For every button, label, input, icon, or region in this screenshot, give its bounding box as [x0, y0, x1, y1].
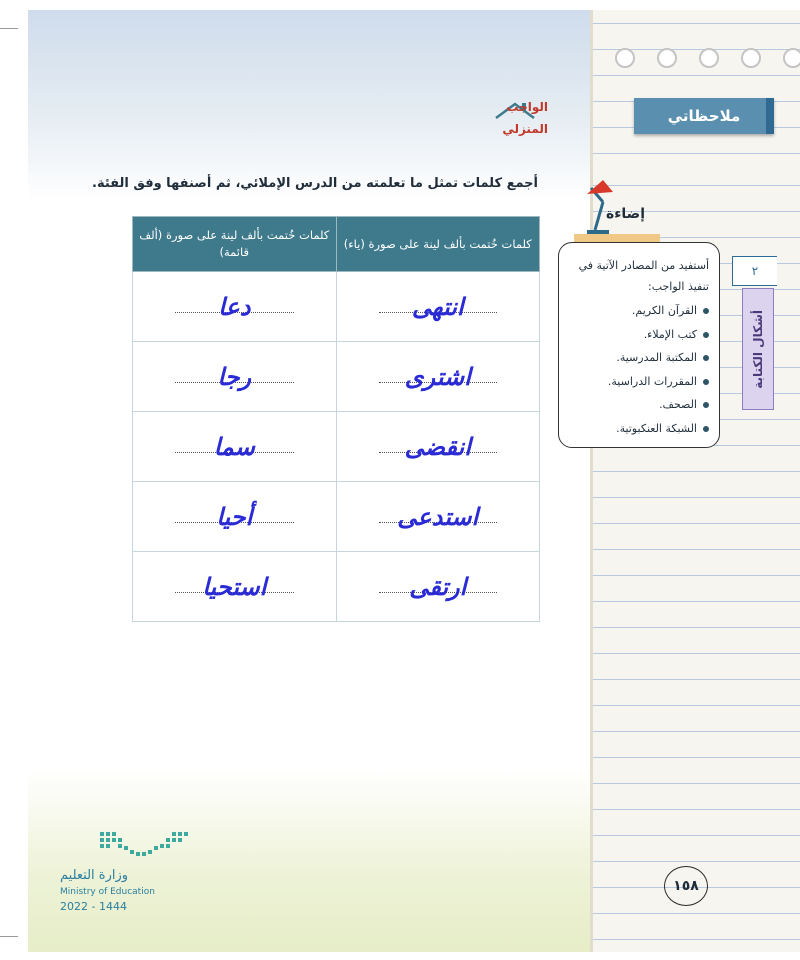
crop-mark — [0, 936, 18, 937]
handwritten-word: انقضى — [404, 432, 471, 461]
list-item — [567, 299, 709, 323]
source-label: القرآن الكريم. — [631, 304, 697, 317]
binder-rings — [615, 48, 800, 68]
unit-number: ٢ — [732, 256, 777, 286]
unit-side-tab — [742, 288, 774, 410]
notes-tab — [634, 98, 774, 134]
header-alif: كلمات خُتمت بألف لينة على صورة (ألف قائمة) — [133, 217, 337, 272]
crop-mark — [0, 28, 18, 29]
notes-tab-label: ملاحظاتي — [667, 107, 741, 125]
ring — [741, 48, 761, 68]
bullet-icon — [703, 332, 709, 338]
ring — [699, 48, 719, 68]
handwritten-word: أحيا — [216, 502, 253, 531]
handwritten-word: انتهى — [411, 292, 464, 321]
table-cell[interactable] — [133, 342, 337, 412]
table-cell[interactable] — [133, 482, 337, 552]
table-row — [133, 342, 540, 412]
notes-column — [590, 10, 800, 952]
ministry-arabic-name: وزارة التعليم — [60, 868, 129, 883]
handwritten-word: ارتقى — [409, 572, 467, 601]
list-item — [567, 393, 709, 417]
word-classification-table — [132, 216, 540, 622]
table-cell[interactable] — [336, 342, 540, 412]
ministry-english-name: Ministry of Education — [60, 887, 155, 897]
list-item — [567, 346, 709, 370]
handwritten-word: دعا — [218, 292, 251, 321]
sources-intro: أستفيد من المصادر الآتية في تنفيذ الواجب: — [578, 259, 709, 293]
source-label: المكتبة المدرسية. — [616, 351, 697, 364]
ministry-logo-icon — [96, 826, 192, 858]
source-label: كتب الإملاء. — [643, 327, 697, 341]
header-ya: كلمات خُتمت بألف لينة على صورة (ياء) — [336, 217, 540, 272]
source-label: المقررات الدراسية. — [607, 374, 697, 388]
table-cell[interactable] — [336, 412, 540, 482]
table-cell[interactable] — [133, 272, 337, 342]
bullet-icon — [703, 379, 709, 385]
table-cell[interactable] — [336, 272, 540, 342]
tip-highlight-bar — [574, 234, 660, 242]
tip-title: إضاءة — [606, 206, 646, 222]
homework-line2: المنزلي — [502, 122, 548, 136]
handwritten-word: استحيا — [202, 572, 267, 601]
source-label: الشبكة العنكبوتية. — [616, 421, 697, 435]
ring — [783, 48, 800, 68]
source-label: الصحف. — [659, 398, 697, 411]
table-cell[interactable] — [133, 552, 337, 622]
page-number: ١٥٨ — [664, 866, 708, 906]
ring — [615, 48, 635, 68]
table-cell[interactable] — [133, 412, 337, 482]
table-row — [133, 272, 540, 342]
table-cell[interactable] — [336, 482, 540, 552]
list-item — [567, 370, 709, 394]
sources-box — [558, 242, 720, 448]
notes-tab-edge — [766, 98, 774, 134]
bullet-icon — [703, 426, 709, 432]
list-item — [567, 323, 709, 347]
handwritten-word: سما — [213, 432, 255, 461]
table-row — [133, 412, 540, 482]
list-item — [567, 417, 709, 441]
table-row — [133, 552, 540, 622]
homework-badge — [478, 96, 548, 140]
homework-line1: الواجب — [506, 100, 548, 114]
table-cell[interactable] — [336, 552, 540, 622]
sources-list — [567, 299, 709, 440]
table-row — [133, 482, 540, 552]
bullet-icon — [703, 355, 709, 361]
instruction-text: أجمع كلمات تمثل ما تعلمته من الدرس الإملائي، ثم أصنفها وفق الفئة. — [92, 176, 538, 191]
unit-side-label: أشكال الكتابة — [751, 309, 765, 389]
handwritten-word: رجا — [217, 362, 252, 391]
bullet-icon — [703, 308, 709, 314]
edition-year: 2022 - 1444 — [60, 900, 127, 913]
ring — [657, 48, 677, 68]
table-header-row — [133, 217, 540, 272]
handwritten-word: اشترى — [404, 362, 471, 391]
bullet-icon — [703, 402, 709, 408]
handwritten-word: استدعى — [397, 502, 479, 531]
